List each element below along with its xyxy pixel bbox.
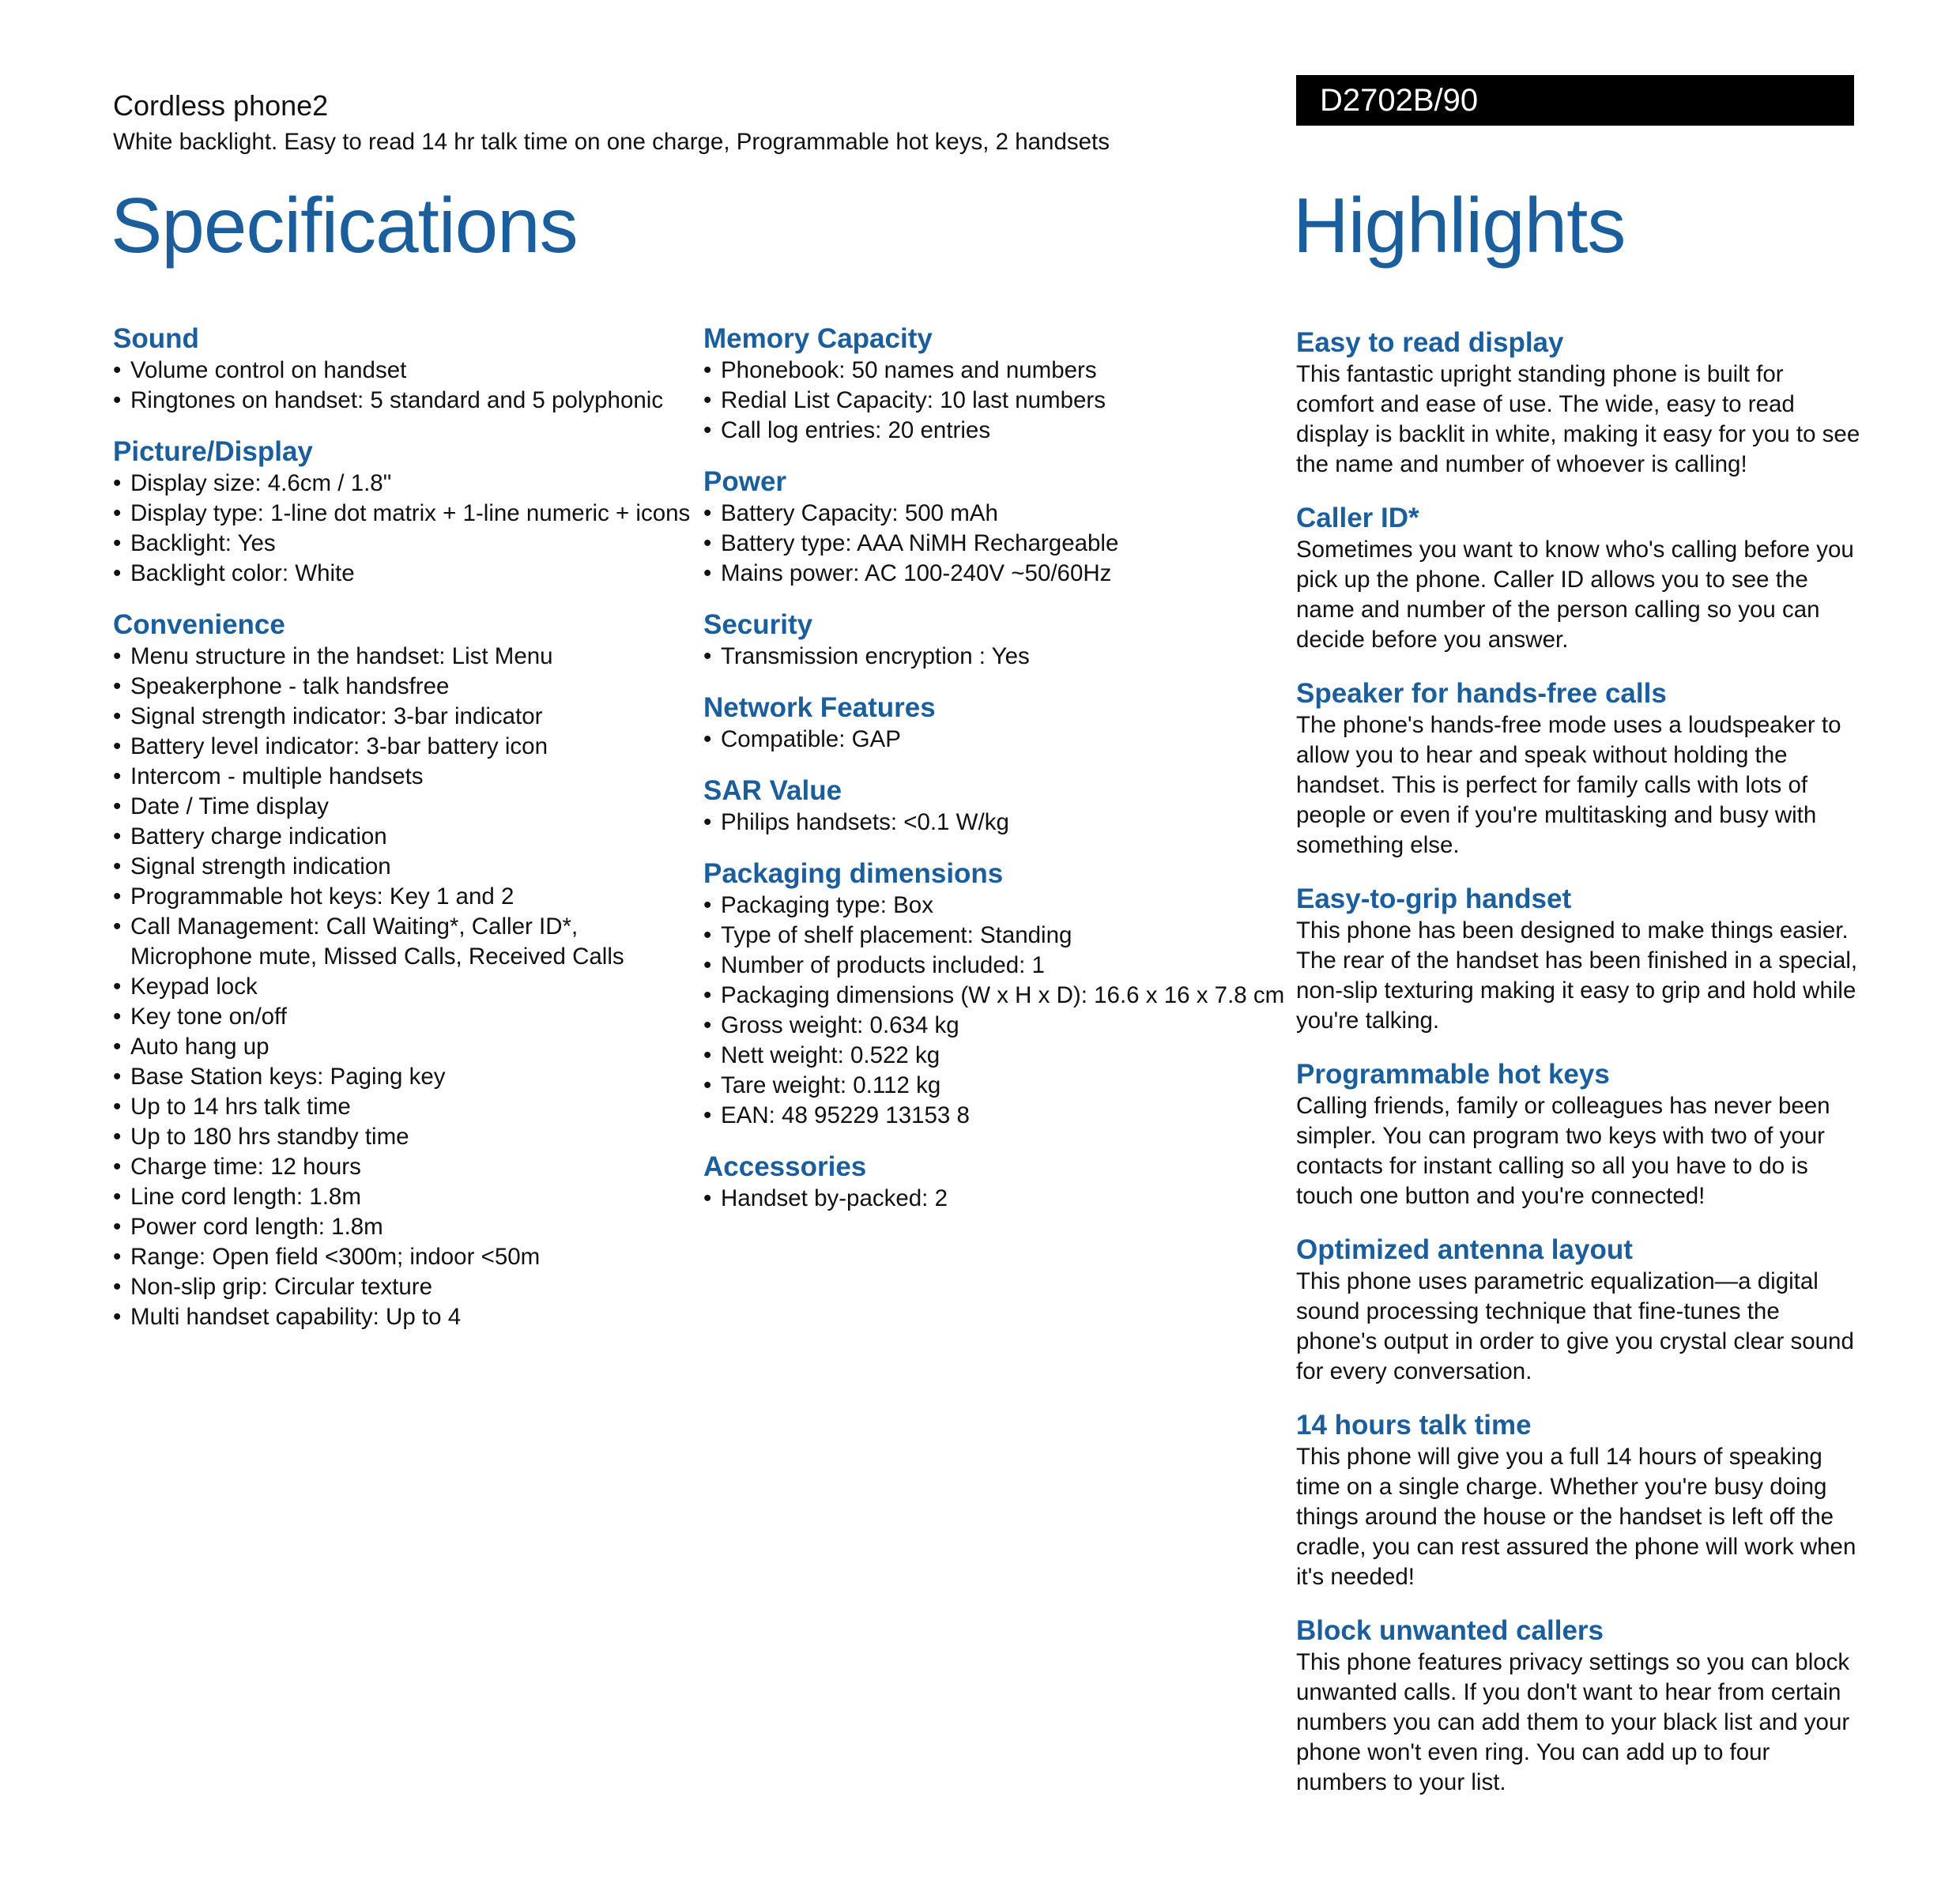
highlight-text: Sometimes you want to know who's calling before you pick up the phone. Caller ID allows you to see the name and number of the person calling so you can decide before you answer. <box>1296 537 1854 653</box>
spec-item: • Keypad lock <box>113 972 698 1002</box>
spec-item: • Ringtones on handset: 5 standard and 5 polyphonic <box>113 386 698 416</box>
spec-column-1 <box>113 322 698 1352</box>
spec-item: • Type of shelf placement: Standing <box>703 921 1288 951</box>
spec-section-power <box>703 465 1288 589</box>
spec-item: • Key tone on/off <box>113 1002 698 1032</box>
spec-item: • Up to 180 hrs standby time <box>113 1122 698 1152</box>
spec-item: • Menu structure in the handset: List Menu <box>113 642 698 672</box>
highlight-text: This fantastic upright standing phone is built for comfort and ease of use. The wide, easy to read display is backlit in white, making it easy for you to see the name and number of whoever is calling! <box>1296 361 1860 477</box>
highlight-text: Calling friends, family or colleagues has never been simpler. You can program two keys with two of your contacts for instant calling so all you have to do is touch one button and you're connected! <box>1296 1093 1830 1209</box>
highlight-title: Easy-to-grip handset <box>1296 883 1572 914</box>
spec-item: • Speakerphone - talk handsfree <box>113 672 698 702</box>
spec-section-title: Security <box>703 609 813 640</box>
product-description: White backlight. Easy to read 14 hr talk time on one charge, Programmable hot keys, 2 handsets <box>113 129 1110 155</box>
spec-item: • Line cord length: 1.8m <box>113 1182 698 1212</box>
highlight-title: Easy to read display <box>1296 327 1564 358</box>
highlights-title: Highlights <box>1293 182 1626 269</box>
spec-list <box>703 499 1288 589</box>
highlight-title: Programmable hot keys <box>1296 1059 1610 1090</box>
spec-section-sar-value <box>703 774 1288 838</box>
spec-list <box>703 642 1288 672</box>
spec-item: • Display size: 4.6cm / 1.8" <box>113 469 698 499</box>
spec-item: • Non-slip grip: Circular texture <box>113 1272 698 1302</box>
spec-section-title: Packaging dimensions <box>703 858 1004 889</box>
highlight-easy-to-grip-handset <box>1296 883 1865 1036</box>
spec-item: • Volume control on handset <box>113 356 698 386</box>
spec-item: • Range: Open field <300m; indoor <50m <box>113 1242 698 1272</box>
spec-section-title: Memory Capacity <box>703 323 933 354</box>
product-name: Cordless phone2 <box>113 89 329 122</box>
spec-item: • Packaging dimensions (W x H x D): 16.6 x 16 x 7.8 cm <box>703 981 1288 1011</box>
spec-item: • Intercom - multiple handsets <box>113 762 698 792</box>
spec-item: • Battery Capacity: 500 mAh <box>703 499 1288 529</box>
spec-section-picture-display <box>113 435 698 589</box>
spec-section-title: Network Features <box>703 692 936 723</box>
spec-section-packaging-dimensions <box>703 857 1288 1131</box>
spec-section-memory-capacity <box>703 322 1288 446</box>
spec-item: • Phonebook: 50 names and numbers <box>703 356 1288 386</box>
spec-item: • Battery type: AAA NiMH Rechargeable <box>703 529 1288 559</box>
highlight-title: 14 hours talk time <box>1296 1410 1532 1441</box>
spec-item: • Battery charge indication <box>113 822 698 852</box>
spec-section-network-features <box>703 691 1288 755</box>
spec-item: • Signal strength indication <box>113 852 698 882</box>
model-number: D2702B/90 <box>1320 83 1479 118</box>
spec-section-title: SAR Value <box>703 775 842 806</box>
highlight-title: Caller ID* <box>1296 503 1419 533</box>
spec-item: • Signal strength indicator: 3-bar indicator <box>113 702 698 732</box>
spec-item: • Tare weight: 0.112 kg <box>703 1071 1288 1101</box>
spec-item: • Display type: 1-line dot matrix + 1-line numeric + icons <box>113 499 698 529</box>
spec-section-title: Sound <box>113 323 199 354</box>
spec-list <box>703 891 1288 1131</box>
highlight-text: This phone will give you a full 14 hours of speaking time on a single charge. Whether you're busy doing things around the house or the handset is left off the cradle, you can rest assured the phone will work when it's needed! <box>1296 1444 1856 1590</box>
highlight-title: Block unwanted callers <box>1296 1615 1604 1646</box>
spec-section-sound <box>113 322 698 416</box>
spec-item: • Programmable hot keys: Key 1 and 2 <box>113 882 698 912</box>
spec-item: • Mains power: AC 100-240V ~50/60Hz <box>703 559 1288 589</box>
highlight-title: Speaker for hands-free calls <box>1296 678 1667 709</box>
spec-item: • Call Management: Call Waiting*, Caller ID*, Microphone mute, Missed Calls, Received Calls <box>113 912 698 972</box>
spec-column-2 <box>703 322 1288 1234</box>
spec-item: • Base Station keys: Paging key <box>113 1062 698 1092</box>
spec-item: • Gross weight: 0.634 kg <box>703 1011 1288 1041</box>
highlight-text: The phone's hands-free mode uses a loudspeaker to allow you to hear and speak without holding the handset. This is perfect for family calls with lots of people or even if you're multitasking and busy with something else. <box>1296 712 1841 858</box>
model-number-bar <box>1296 75 1854 126</box>
spec-list <box>703 356 1288 446</box>
highlight-title: Optimized antenna layout <box>1296 1234 1633 1265</box>
highlight-text: This phone uses parametric equalization—a digital sound processing technique that fine-tunes the phone's output in order to give you crystal clear sound for every conversation. <box>1296 1268 1854 1384</box>
spec-item: • Redial List Capacity: 10 last numbers <box>703 386 1288 416</box>
spec-item: • Charge time: 12 hours <box>113 1152 698 1182</box>
spec-list <box>113 356 698 416</box>
spec-item: • Power cord length: 1.8m <box>113 1212 698 1242</box>
spec-section-title: Accessories <box>703 1151 867 1182</box>
spec-section-accessories <box>703 1151 1288 1214</box>
highlight-optimized-antenna-layout <box>1296 1234 1865 1387</box>
spec-item: • Battery level indicator: 3-bar battery icon <box>113 732 698 762</box>
spec-list <box>113 469 698 589</box>
specifications-title: Specifications <box>111 182 578 269</box>
spec-list <box>703 808 1288 838</box>
highlight-programmable-hot-keys <box>1296 1058 1865 1211</box>
spec-section-security <box>703 608 1288 672</box>
spec-section-title: Picture/Display <box>113 436 313 467</box>
highlights-column <box>1296 326 1865 1820</box>
spec-section-title: Power <box>703 466 787 497</box>
spec-item: • Date / Time display <box>113 792 698 822</box>
spec-item: • Handset by-packed: 2 <box>703 1184 1288 1214</box>
highlight-caller-id <box>1296 502 1865 655</box>
spec-item: • Multi handset capability: Up to 4 <box>113 1302 698 1332</box>
spec-item: • Backlight color: White <box>113 559 698 589</box>
spec-item: • Backlight: Yes <box>113 529 698 559</box>
spec-item: • Auto hang up <box>113 1032 698 1062</box>
spec-list <box>113 642 698 1332</box>
spec-item: • Call log entries: 20 entries <box>703 416 1288 446</box>
highlight-speaker-for-hands-free-calls <box>1296 677 1865 861</box>
spec-item: • Number of products included: 1 <box>703 951 1288 981</box>
spec-item: • Up to 14 hrs talk time <box>113 1092 698 1122</box>
spec-item: • Nett weight: 0.522 kg <box>703 1041 1288 1071</box>
highlight-text: This phone features privacy settings so you can block unwanted calls. If you don't want to hear from certain numbers you can add them to your black list and your phone won't even ring. You can add up to four numbers to your list. <box>1296 1649 1850 1795</box>
spec-section-title: Convenience <box>113 609 285 640</box>
spec-list <box>703 1184 1288 1214</box>
highlight-14-hours-talk-time <box>1296 1409 1865 1592</box>
spec-item: • Compatible: GAP <box>703 725 1288 755</box>
spec-section-convenience <box>113 608 698 1332</box>
spec-list <box>703 725 1288 755</box>
highlight-text: This phone has been designed to make things easier. The rear of the handset has been finished in a special, non-slip texturing making it easy to grip and hold while you're talking. <box>1296 917 1858 1034</box>
highlight-easy-to-read-display <box>1296 326 1865 480</box>
spec-item: • Philips handsets: <0.1 W/kg <box>703 808 1288 838</box>
spec-item: • EAN: 48 95229 13153 8 <box>703 1101 1288 1131</box>
spec-item: • Transmission encryption : Yes <box>703 642 1288 672</box>
highlight-block-unwanted-callers <box>1296 1614 1865 1798</box>
spec-item: • Packaging type: Box <box>703 891 1288 921</box>
